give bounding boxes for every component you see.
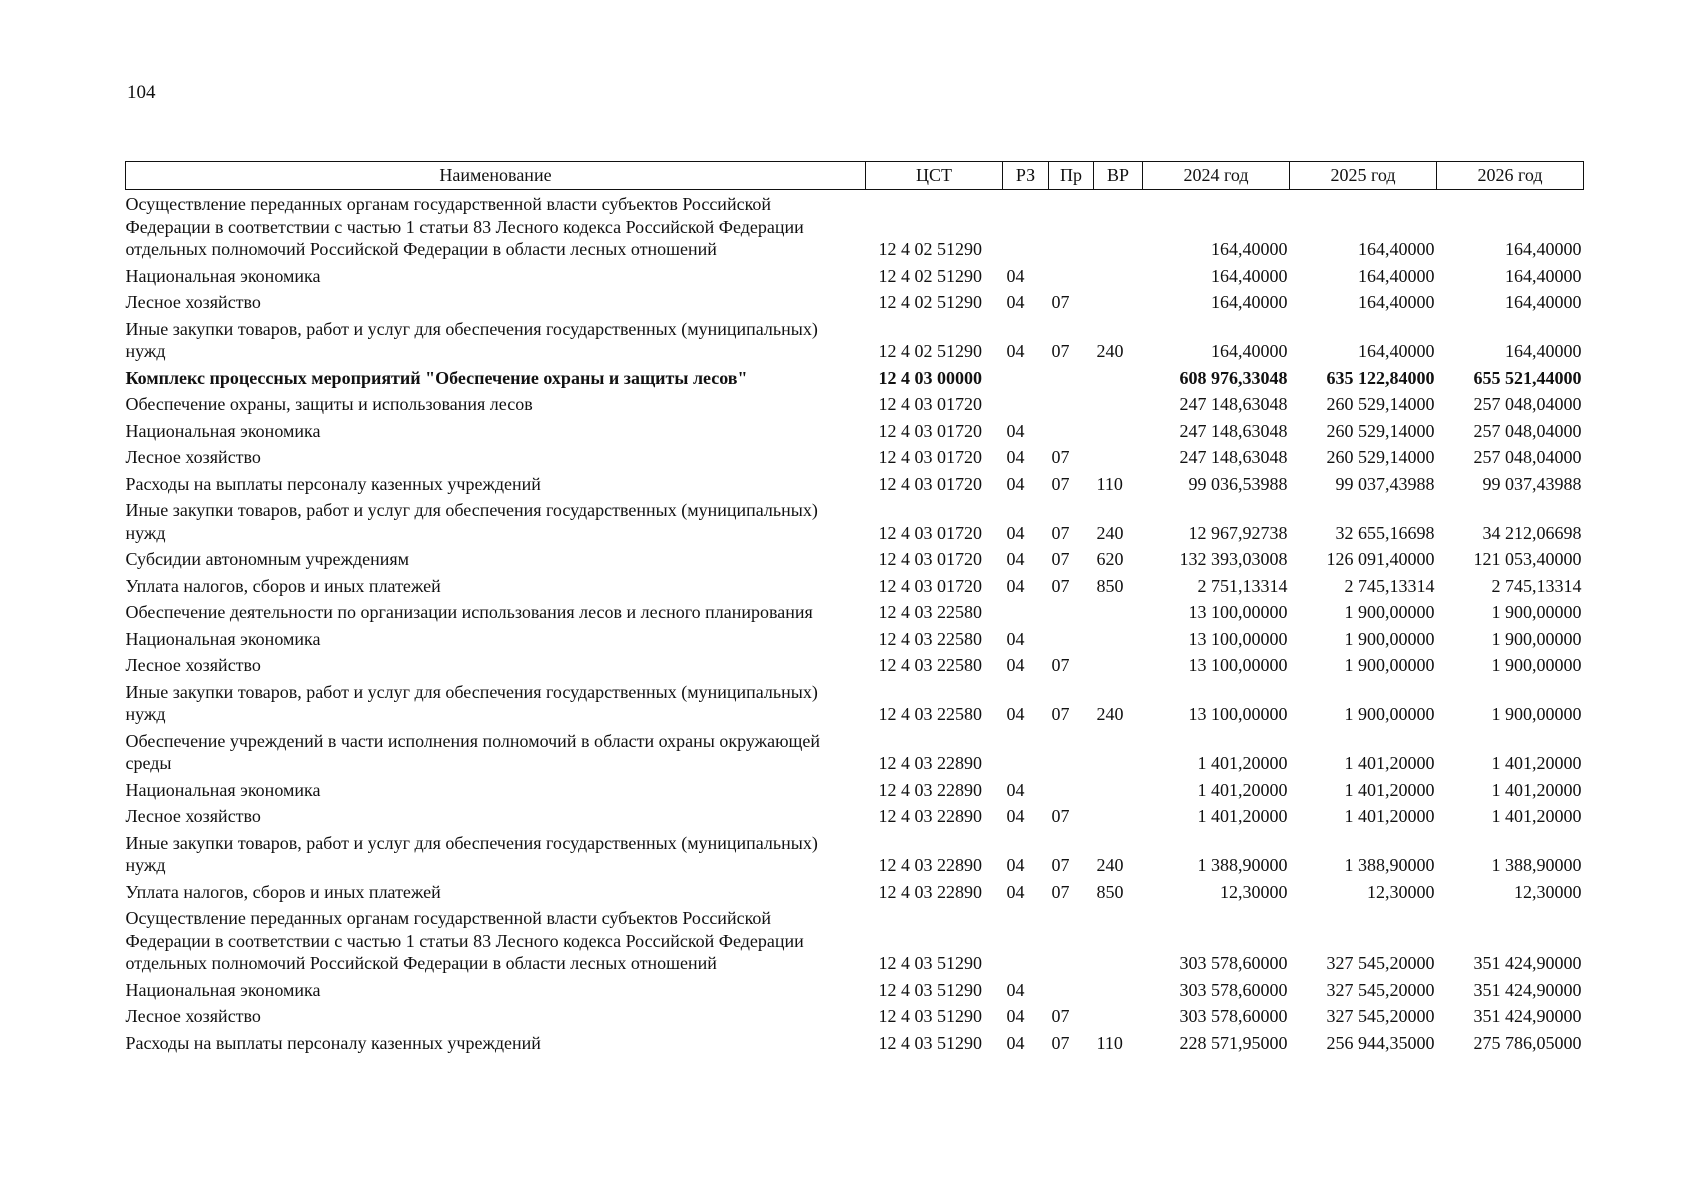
cell-2026: 1 900,00000: [1491, 655, 1582, 675]
cell-2025: 164,40000: [1358, 265, 1435, 286]
cell-2025: 1 900,00000: [1344, 628, 1435, 649]
cell-name: Комплекс процессных мероприятий "Обеспечение охраны и защиты лесов": [125, 367, 748, 388]
table-row: [126, 390, 1584, 417]
table-row: [126, 496, 1584, 545]
cell-2026: 12,30000: [1514, 881, 1582, 902]
cell-2026: 164,40000: [1505, 265, 1582, 286]
cell-cst: 12 4 03 51290: [878, 1032, 982, 1053]
cell-pr: [1049, 262, 1094, 289]
cell-name: Лесное хозяйство: [125, 292, 261, 312]
cell-2026: 1 401,20000: [1491, 753, 1582, 773]
cell-name: Осуществление переданных органам государственной власти субъектов Российской Федерации в соответствии с частью 1 статьи 83 Лесного кодекса Российской Федерации отдельных полномочий Российской Федерации в области лесных отношений: [125, 908, 804, 973]
cell-name: Лесное хозяйство: [125, 447, 261, 467]
cell-cst: 12 4 03 22890: [878, 806, 982, 826]
cell-2026: 351 424,90000: [1473, 953, 1582, 973]
cell-pr: [1049, 598, 1094, 625]
cell-2024: 164,40000: [1211, 341, 1288, 361]
cell-vr: [1094, 443, 1143, 470]
cell-pr: 07: [1051, 855, 1070, 875]
cell-cst: 12 4 03 01720: [878, 522, 982, 543]
cell-2026: 351 424,90000: [1473, 1006, 1582, 1026]
cell-pr: 07: [1051, 575, 1070, 596]
cell-2025: 2 745,13314: [1344, 575, 1435, 596]
cell-name: Лесное хозяйство: [125, 655, 261, 675]
cell-2025: 164,40000: [1358, 239, 1435, 259]
cell-vr: 240: [1096, 704, 1124, 724]
cell-pr: 07: [1051, 704, 1070, 724]
cell-cst: 12 4 02 51290: [878, 292, 982, 312]
cell-2024: 12,30000: [1220, 881, 1288, 902]
cell-2026: 2 745,13314: [1491, 575, 1582, 596]
cell-2025: 327 545,20000: [1326, 953, 1435, 973]
cell-cst: 12 4 03 51290: [878, 953, 982, 973]
table-row: [126, 904, 1584, 976]
cell-vr: [1094, 976, 1143, 1003]
table-row: [126, 625, 1584, 652]
cell-vr: [1094, 190, 1143, 262]
table-row: [126, 678, 1584, 727]
cell-rz: 04: [1006, 420, 1025, 441]
cell-2025: 1 900,00000: [1344, 602, 1435, 622]
cell-name: Лесное хозяйство: [125, 806, 261, 826]
cell-pr: 07: [1051, 473, 1070, 494]
cell-rz: 04: [1006, 779, 1025, 800]
cell-rz: 04: [1006, 655, 1025, 675]
cell-2025: 1 900,00000: [1344, 704, 1435, 724]
header-cst: ЦСТ: [866, 162, 1003, 190]
cell-vr: [1094, 364, 1143, 391]
cell-name: Национальная экономика: [125, 979, 321, 1000]
cell-pr: [1049, 904, 1094, 976]
header-2026: 2026 год: [1437, 162, 1584, 190]
cell-name: Осуществление переданных органам государственной власти субъектов Российской Федерации в соответствии с частью 1 статьи 83 Лесного кодекса Российской Федерации отдельных полномочий Российской Федерации в области лесных отношений: [125, 194, 804, 259]
cell-rz: [1003, 364, 1049, 391]
cell-cst: 12 4 03 01720: [878, 549, 982, 569]
cell-cst: 12 4 02 51290: [878, 239, 982, 259]
cell-cst: 12 4 02 51290: [878, 341, 982, 361]
cell-vr: [1094, 776, 1143, 803]
table-row: [126, 1002, 1584, 1029]
cell-pr: [1049, 417, 1094, 444]
cell-2025: 256 944,35000: [1326, 1032, 1435, 1053]
cell-2026: 257 048,04000: [1473, 394, 1582, 414]
cell-2025: 1 388,90000: [1344, 855, 1435, 875]
cell-2026: 351 424,90000: [1473, 979, 1582, 1000]
cell-vr: 240: [1096, 341, 1124, 361]
cell-2026: 275 786,05000: [1473, 1032, 1582, 1053]
cell-2024: 13 100,00000: [1188, 628, 1288, 649]
table-row: [126, 1029, 1584, 1056]
table-row: [126, 976, 1584, 1003]
cell-2025: 327 545,20000: [1326, 979, 1435, 1000]
cell-cst: 12 4 03 22580: [878, 704, 982, 724]
cell-name: Национальная экономика: [125, 779, 321, 800]
cell-2026: 1 401,20000: [1491, 806, 1582, 826]
cell-rz: [1003, 598, 1049, 625]
cell-2024: 13 100,00000: [1188, 704, 1288, 724]
cell-rz: 04: [1006, 628, 1025, 649]
header-2025: 2025 год: [1290, 162, 1437, 190]
cell-2026: 257 048,04000: [1473, 420, 1582, 441]
table-row: [126, 190, 1584, 262]
cell-vr: 850: [1096, 575, 1124, 596]
cell-pr: 07: [1051, 881, 1070, 902]
table-row: [126, 315, 1584, 364]
cell-2024: 247 148,63048: [1179, 420, 1288, 441]
cell-2025: 1 401,20000: [1344, 753, 1435, 773]
cell-rz: [1003, 390, 1049, 417]
cell-rz: 04: [1006, 1032, 1025, 1053]
cell-2024: 13 100,00000: [1188, 602, 1288, 622]
cell-cst: 12 4 03 01720: [878, 473, 982, 494]
table-row: [126, 364, 1584, 391]
cell-rz: 04: [1006, 473, 1025, 494]
cell-2025: 635 122,84000: [1326, 367, 1435, 388]
cell-rz: 04: [1006, 979, 1025, 1000]
table-row: [126, 443, 1584, 470]
header-pr: Пр: [1049, 162, 1094, 190]
cell-rz: 04: [1006, 447, 1025, 467]
cell-2024: 303 578,60000: [1179, 979, 1288, 1000]
table-row: [126, 878, 1584, 905]
cell-2024: 1 388,90000: [1197, 855, 1288, 875]
header-row: [126, 162, 1584, 190]
cell-2024: 164,40000: [1211, 292, 1288, 312]
cell-name: Национальная экономика: [125, 265, 321, 286]
cell-cst: 12 4 03 22890: [878, 855, 982, 875]
cell-2026: 1 401,20000: [1491, 779, 1582, 800]
cell-vr: [1094, 904, 1143, 976]
cell-vr: [1094, 625, 1143, 652]
cell-2026: 655 521,44000: [1473, 367, 1582, 388]
cell-name: Расходы на выплаты персоналу казенных учреждений: [125, 1032, 541, 1053]
cell-cst: 12 4 03 22580: [878, 655, 982, 675]
cell-2026: 34 212,06698: [1482, 522, 1582, 543]
cell-2025: 1 900,00000: [1344, 655, 1435, 675]
budget-table: [125, 161, 1584, 1055]
cell-vr: [1094, 598, 1143, 625]
cell-name: Национальная экономика: [125, 420, 321, 441]
cell-vr: [1094, 417, 1143, 444]
cell-pr: [1049, 364, 1094, 391]
cell-rz: 04: [1006, 1006, 1025, 1026]
cell-name: Обеспечение деятельности по организации использования лесов и лесного планирования: [125, 602, 813, 622]
cell-2025: 260 529,14000: [1326, 394, 1435, 414]
cell-2024: 164,40000: [1211, 265, 1288, 286]
cell-name: Обеспечение охраны, защиты и использования лесов: [125, 394, 533, 414]
cell-rz: 04: [1006, 575, 1025, 596]
cell-2026: 1 900,00000: [1491, 628, 1582, 649]
cell-name: Расходы на выплаты персоналу казенных учреждений: [125, 473, 541, 494]
cell-2026: 1 900,00000: [1491, 602, 1582, 622]
cell-pr: 07: [1051, 447, 1070, 467]
cell-cst: 12 4 03 22890: [878, 753, 982, 773]
cell-cst: 12 4 03 01720: [878, 447, 982, 467]
cell-pr: [1049, 190, 1094, 262]
table-row: [126, 545, 1584, 572]
table-row: [126, 288, 1584, 315]
cell-cst: 12 4 03 51290: [878, 1006, 982, 1026]
table-row: [126, 829, 1584, 878]
cell-2026: 164,40000: [1505, 239, 1582, 259]
cell-cst: 12 4 03 01720: [878, 420, 982, 441]
cell-2026: 1 388,90000: [1491, 855, 1582, 875]
cell-rz: 04: [1006, 292, 1025, 312]
table-row: [126, 417, 1584, 444]
cell-vr: 620: [1096, 549, 1124, 569]
cell-2024: 608 976,33048: [1179, 367, 1288, 388]
cell-2026: 257 048,04000: [1473, 447, 1582, 467]
cell-2024: 228 571,95000: [1179, 1032, 1288, 1053]
cell-cst: 12 4 03 01720: [878, 394, 982, 414]
cell-vr: [1094, 288, 1143, 315]
cell-pr: [1049, 625, 1094, 652]
cell-2026: 164,40000: [1505, 341, 1582, 361]
cell-vr: [1094, 651, 1143, 678]
cell-2024: 1 401,20000: [1197, 753, 1288, 773]
header-name: Наименование: [126, 162, 866, 190]
cell-cst: 12 4 03 22890: [878, 779, 982, 800]
table-row: [126, 776, 1584, 803]
table-row: [126, 470, 1584, 497]
cell-vr: [1094, 390, 1143, 417]
cell-2025: 260 529,14000: [1326, 420, 1435, 441]
cell-2024: 247 148,63048: [1179, 394, 1288, 414]
cell-2025: 260 529,14000: [1326, 447, 1435, 467]
cell-name: Иные закупки товаров, работ и услуг для обеспечения государственных (муниципальных) нужд: [125, 681, 818, 724]
header-rz: РЗ: [1003, 162, 1049, 190]
cell-cst: 12 4 02 51290: [878, 265, 982, 286]
cell-2024: 12 967,92738: [1188, 522, 1288, 543]
cell-2024: 1 401,20000: [1197, 806, 1288, 826]
table-body: [126, 190, 1584, 1056]
table-row: [126, 727, 1584, 776]
cell-2025: 1 401,20000: [1344, 806, 1435, 826]
cell-vr: [1094, 802, 1143, 829]
cell-2024: 2 751,13314: [1197, 575, 1288, 596]
cell-pr: [1049, 976, 1094, 1003]
cell-cst: 12 4 03 22580: [878, 628, 982, 649]
cell-pr: 07: [1051, 341, 1070, 361]
table-header: [126, 162, 1584, 190]
cell-name: Обеспечение учреждений в части исполнения полномочий в области охраны окружающей среды: [125, 730, 821, 773]
cell-2025: 32 655,16698: [1335, 522, 1435, 543]
cell-2026: 121 053,40000: [1473, 549, 1582, 569]
cell-2025: 164,40000: [1358, 341, 1435, 361]
cell-2024: 303 578,60000: [1179, 953, 1288, 973]
cell-rz: 04: [1006, 549, 1025, 569]
cell-vr: [1094, 727, 1143, 776]
cell-2024: 99 036,53988: [1188, 473, 1288, 494]
cell-2024: 303 578,60000: [1179, 1006, 1288, 1026]
table-row: [126, 802, 1584, 829]
cell-rz: 04: [1006, 855, 1025, 875]
cell-2025: 327 545,20000: [1326, 1006, 1435, 1026]
cell-rz: 04: [1006, 265, 1025, 286]
cell-2024: 1 401,20000: [1197, 779, 1288, 800]
cell-vr: 240: [1096, 855, 1124, 875]
cell-cst: 12 4 03 22580: [878, 602, 982, 622]
cell-2026: 99 037,43988: [1482, 473, 1582, 494]
page-number: 104: [127, 82, 156, 103]
cell-rz: 04: [1006, 806, 1025, 826]
cell-pr: 07: [1051, 1006, 1070, 1026]
cell-pr: 07: [1051, 292, 1070, 312]
cell-name: Иные закупки товаров, работ и услуг для обеспечения государственных (муниципальных) нужд: [125, 318, 818, 361]
cell-vr: 110: [1096, 473, 1123, 494]
cell-pr: 07: [1051, 549, 1070, 569]
cell-name: Уплата налогов, сборов и иных платежей: [125, 881, 441, 902]
cell-pr: [1049, 776, 1094, 803]
cell-pr: 07: [1051, 655, 1070, 675]
cell-cst: 12 4 03 22890: [878, 881, 982, 902]
cell-vr: [1094, 1002, 1143, 1029]
cell-rz: 04: [1006, 881, 1025, 902]
table-row: [126, 598, 1584, 625]
cell-2024: 164,40000: [1211, 239, 1288, 259]
cell-rz: [1003, 190, 1049, 262]
table-row: [126, 262, 1584, 289]
cell-vr: 110: [1096, 1032, 1123, 1053]
cell-vr: 850: [1096, 881, 1124, 902]
cell-2025: 12,30000: [1367, 881, 1435, 902]
cell-cst: 12 4 03 51290: [878, 979, 982, 1000]
cell-name: Уплата налогов, сборов и иных платежей: [125, 575, 441, 596]
cell-rz: 04: [1006, 704, 1025, 724]
cell-2025: 99 037,43988: [1335, 473, 1435, 494]
table-row: [126, 651, 1584, 678]
cell-rz: [1003, 904, 1049, 976]
cell-cst: 12 4 03 00000: [878, 367, 982, 388]
cell-2024: 132 393,03008: [1179, 549, 1288, 569]
cell-2026: 164,40000: [1505, 292, 1582, 312]
cell-pr: 07: [1051, 806, 1070, 826]
cell-2025: 164,40000: [1358, 292, 1435, 312]
cell-2026: 1 900,00000: [1491, 704, 1582, 724]
cell-name: Иные закупки товаров, работ и услуг для обеспечения государственных (муниципальных) нужд: [125, 500, 818, 543]
cell-vr: [1094, 262, 1143, 289]
cell-rz: 04: [1006, 341, 1025, 361]
cell-name: Лесное хозяйство: [125, 1006, 261, 1026]
cell-2025: 126 091,40000: [1326, 549, 1435, 569]
cell-rz: 04: [1006, 522, 1025, 543]
header-vr: ВР: [1094, 162, 1143, 190]
cell-name: Субсидии автономным учреждениям: [125, 549, 410, 569]
table-row: [126, 572, 1584, 599]
cell-2025: 1 401,20000: [1344, 779, 1435, 800]
header-2024: 2024 год: [1143, 162, 1290, 190]
cell-pr: 07: [1051, 1032, 1070, 1053]
cell-cst: 12 4 03 01720: [878, 575, 982, 596]
budget-table-container: [125, 161, 1583, 1055]
cell-2024: 247 148,63048: [1179, 447, 1288, 467]
cell-pr: 07: [1051, 522, 1070, 543]
cell-vr: 240: [1096, 522, 1124, 543]
cell-2024: 13 100,00000: [1188, 655, 1288, 675]
cell-name: Иные закупки товаров, работ и услуг для обеспечения государственных (муниципальных) нужд: [125, 832, 818, 875]
cell-pr: [1049, 390, 1094, 417]
cell-pr: [1049, 727, 1094, 776]
cell-name: Национальная экономика: [125, 628, 321, 649]
cell-rz: [1003, 727, 1049, 776]
